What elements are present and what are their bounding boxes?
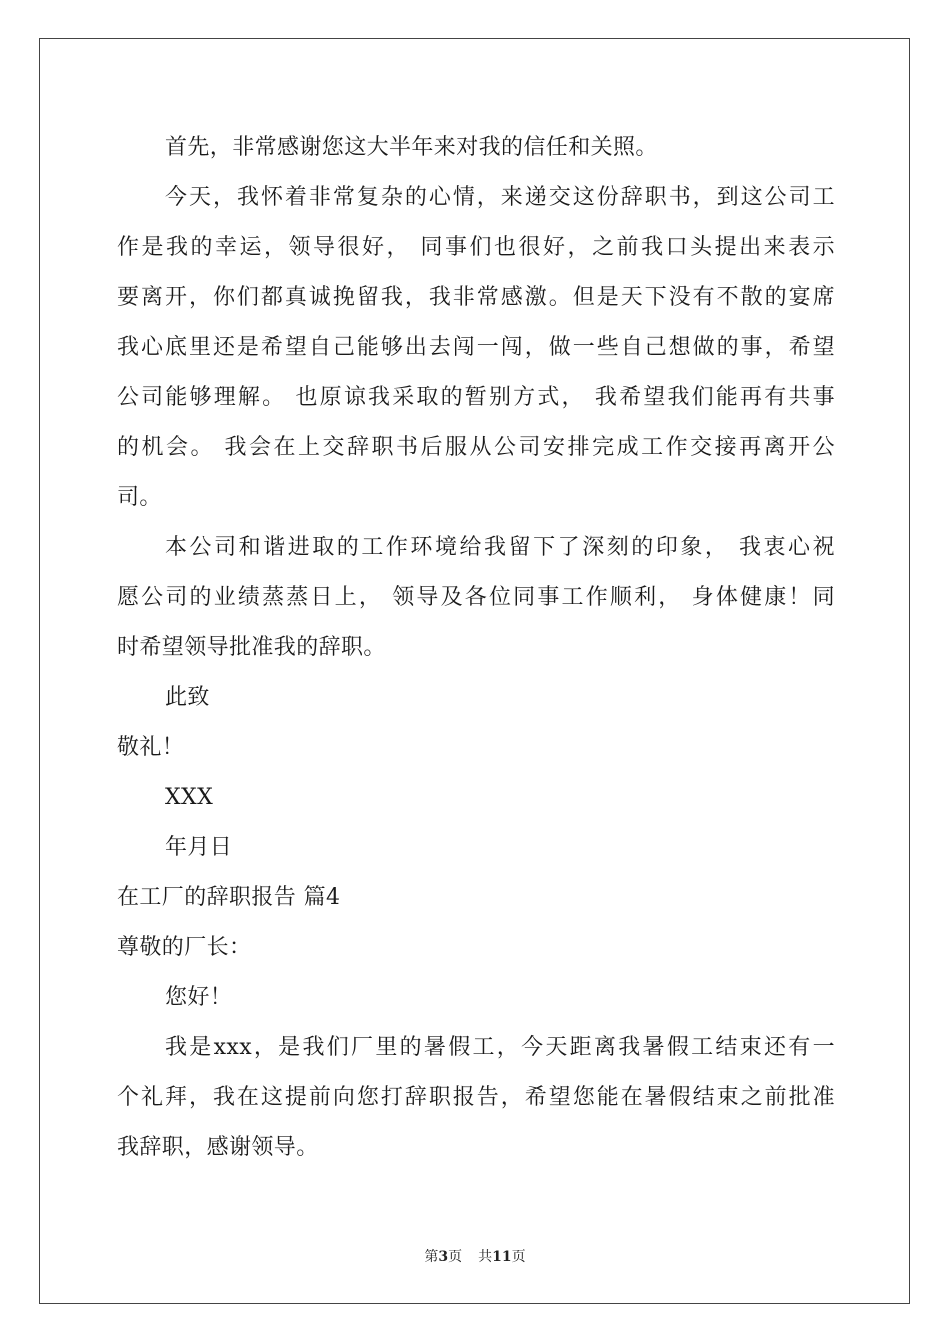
footer-page-number: 3: [438, 1249, 449, 1265]
text-line: 愿公司的业绩蒸蒸日上， 领导及各位同事工作顺利， 身体健康！同: [117, 585, 835, 610]
text-line: 要离开，你们都真诚挽留我，我非常感激。但是天下没有不散的宴席: [117, 285, 835, 310]
text-line: 敬礼！: [117, 735, 185, 760]
text-line: 今天，我怀着非常复杂的心情，来递交这份辞职书，到这公司工: [165, 185, 835, 210]
text-line: 年月日: [165, 835, 233, 860]
footer-page-prefix: 第: [424, 1249, 439, 1265]
text-line: 此致: [165, 685, 210, 710]
page-footer: [0, 1247, 950, 1267]
text-line: 您好！: [165, 985, 233, 1010]
text-line: 作是我的幸运，领导很好， 同事们也很好，之前我口头提出来表示: [117, 235, 835, 260]
text-line: 首先，非常感谢您这大半年来对我的信任和关照。: [165, 135, 658, 160]
text-line: 在工厂的辞职报告 篇4: [117, 885, 341, 910]
text-line: 公司能够理解。 也原谅我采取的暂别方式， 我希望我们能再有共事: [117, 385, 835, 410]
text-line: 尊敬的厂长：: [117, 935, 252, 960]
text-line: 我是xxx，是我们厂里的暑假工，今天距离我暑假工结束还有一: [165, 1035, 835, 1060]
footer-page-suffix: 页: [448, 1249, 463, 1265]
text-line: XXX: [165, 785, 214, 810]
text-line: 个礼拜，我在这提前向您打辞职报告，希望您能在暑假结束之前批准: [117, 1085, 835, 1110]
text-line: 我辞职，感谢领导。: [117, 1135, 319, 1160]
text-line: 时希望领导批准我的辞职。: [117, 635, 386, 660]
text-line: 的机会。 我会在上交辞职书后服从公司安排完成工作交接再离开公: [117, 435, 835, 460]
text-line: 司。: [117, 485, 162, 510]
text-line: 我心底里还是希望自己能够出去闯一闯，做一些自己想做的事，希望: [117, 335, 835, 360]
footer-total-suffix: 页: [511, 1249, 526, 1265]
document-body: [117, 123, 835, 1173]
footer-total-prefix: 共: [478, 1249, 493, 1265]
footer-total-number: 11: [492, 1249, 512, 1265]
text-line: 本公司和谐进取的工作环境给我留下了深刻的印象， 我衷心祝: [165, 535, 835, 560]
